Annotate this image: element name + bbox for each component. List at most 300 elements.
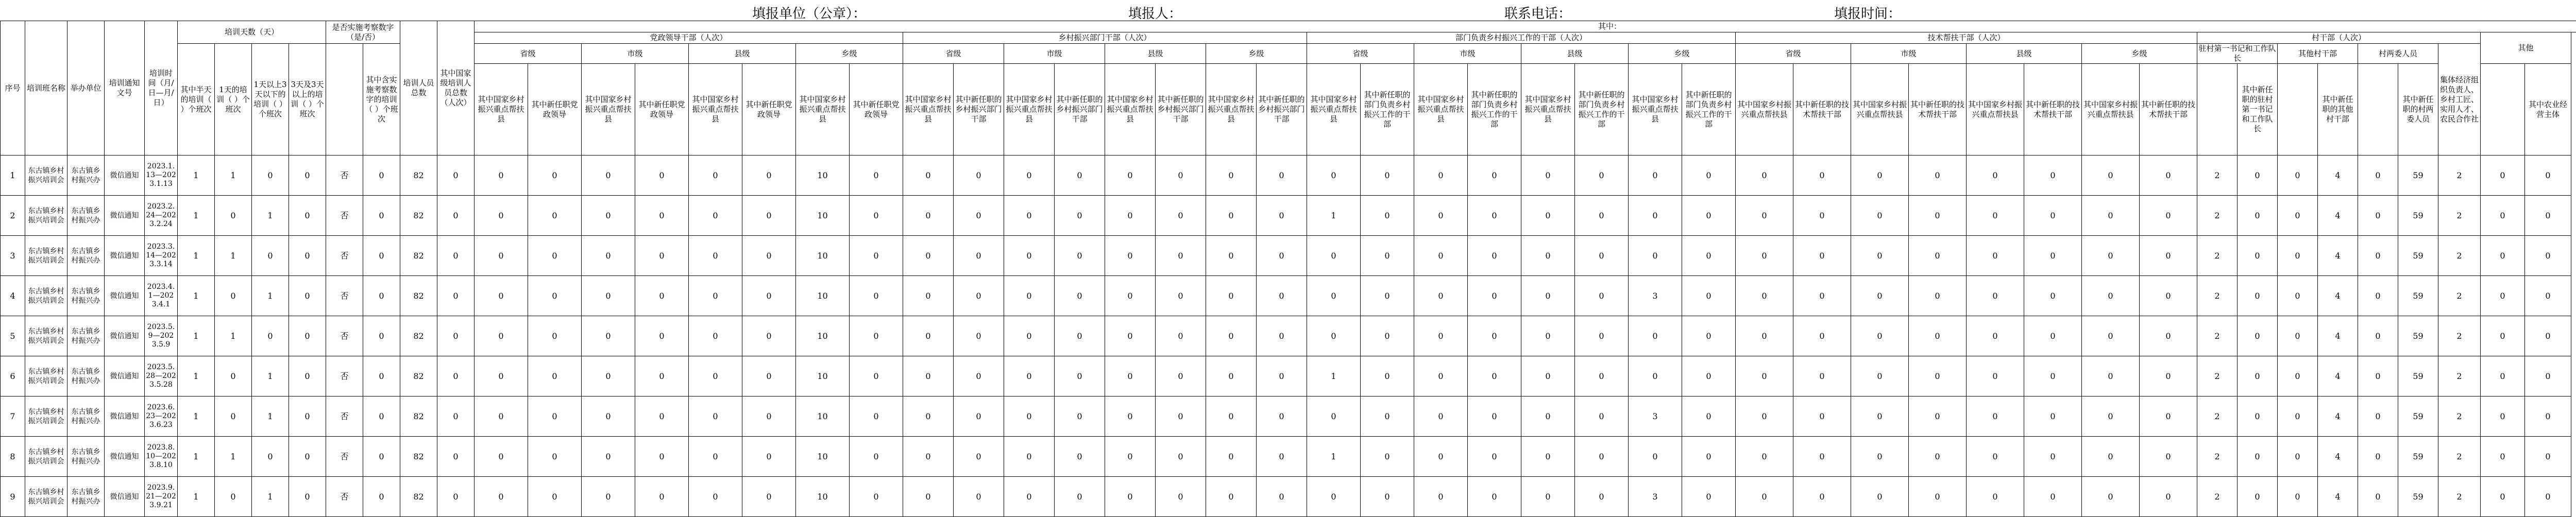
cell-village: 0	[2238, 156, 2278, 196]
cell-tech: 0	[1909, 316, 1967, 356]
cell-dept: 0	[1468, 477, 1521, 517]
cell-village: 0	[2238, 196, 2278, 236]
cell-village: 59	[2398, 156, 2438, 196]
cell-dept: 0	[1307, 397, 1361, 437]
cell-other: 0	[2525, 316, 2571, 356]
table-body	[1, 156, 2576, 517]
cell-training-time: 2023.4.1—2023.4.1	[145, 276, 178, 316]
cell-rural: 0	[954, 316, 1004, 356]
cell-training-name: 东古镇乡村振兴培训会	[25, 156, 67, 196]
cell-tech: 0	[1967, 276, 2024, 316]
hdr-sub: 其中新任职的部门负责乡村振兴工作的干部	[1361, 64, 1414, 156]
hdr-training-time: 培训时间（月/日—月/日）	[145, 21, 178, 156]
cell-total-persons: 82	[400, 156, 437, 196]
cell-party: 0	[850, 196, 903, 236]
cell-days: 0	[289, 477, 326, 517]
cell-days: 0	[289, 437, 326, 477]
cell-rural: 0	[954, 236, 1004, 276]
cell-dept: 0	[1682, 236, 1736, 276]
cell-tech: 0	[1736, 397, 1793, 437]
cell-days: 0	[215, 196, 252, 236]
cell-assess-count: 0	[363, 477, 400, 517]
cell-dept: 0	[1468, 356, 1521, 397]
cell-training-name: 东古镇乡村振兴培训会	[25, 316, 67, 356]
cell-tech: 0	[2024, 356, 2082, 397]
cell-dept: 0	[1629, 437, 1682, 477]
cell-host-unit: 东古镇乡村振兴办	[67, 397, 105, 437]
cell-dept: 0	[1521, 356, 1575, 397]
cell-host-unit: 东古镇乡村振兴办	[67, 196, 105, 236]
cell-dept: 0	[1521, 437, 1575, 477]
cell-tech: 0	[1736, 316, 1793, 356]
cell-days: 0	[215, 397, 252, 437]
cell-dept: 0	[1307, 276, 1361, 316]
cell-party: 0	[742, 477, 796, 517]
hdr-sub: 其中新任职的技术帮扶干部	[2024, 64, 2082, 156]
training-report-table	[0, 21, 2576, 517]
cell-days: 1	[252, 196, 289, 236]
cell-rural: 0	[1206, 196, 1257, 236]
cell-village: 2	[2197, 196, 2238, 236]
cell-village: 2	[2197, 316, 2238, 356]
cell-dept: 0	[1468, 397, 1521, 437]
hdr-sub: 其中国家乡村振兴重点帮扶县	[1967, 64, 2024, 156]
cell-dept: 0	[1629, 356, 1682, 397]
cell-rural: 0	[1055, 236, 1105, 276]
table-row	[1, 477, 2576, 517]
hdr-sub: 其中国家乡村振兴重点帮扶县	[796, 64, 850, 156]
hdr-vil-two-sub: 其中新任职的村两委人员	[2398, 64, 2438, 156]
cell-assess-flag: 否	[326, 356, 363, 397]
cell-party: 0	[850, 437, 903, 477]
cell-village: 59	[2398, 276, 2438, 316]
cell-rural: 0	[1257, 477, 1307, 517]
cell-tech: 0	[2140, 276, 2197, 316]
table-row	[1, 156, 2576, 196]
hdr-rural-provincial: 省级	[903, 44, 1004, 64]
cell-dept: 0	[1521, 316, 1575, 356]
cell-notice-no: 微信通知	[105, 316, 145, 356]
cell-dept: 0	[1361, 196, 1414, 236]
cell-party: 0	[474, 316, 528, 356]
table-row	[1, 397, 2576, 437]
form-header	[0, 0, 2576, 21]
cell-tech: 0	[1851, 236, 1909, 276]
cell-party: 0	[474, 477, 528, 517]
cell-party: 0	[689, 437, 742, 477]
cell-rural: 0	[903, 316, 954, 356]
cell-village: 59	[2398, 397, 2438, 437]
cell-assess-count: 0	[363, 236, 400, 276]
cell-rural: 0	[1004, 236, 1055, 276]
cell-rural: 0	[1055, 397, 1105, 437]
cell-tech: 0	[2082, 316, 2140, 356]
cell-village: 0	[2358, 276, 2398, 316]
hdr-days-one-three: 1天以上3天以下的培训（ ）个班次	[252, 44, 289, 156]
cell-days: 1	[178, 156, 215, 196]
cell-party: 0	[689, 276, 742, 316]
cell-notice-no: 微信通知	[105, 236, 145, 276]
cell-rural: 0	[954, 156, 1004, 196]
cell-host-unit: 东古镇乡村振兴办	[67, 276, 105, 316]
fill-phone-label: 联系电话：	[1504, 3, 1571, 22]
hdr-tech-provincial: 省级	[1736, 44, 1851, 64]
cell-collective: 2	[2438, 397, 2481, 437]
cell-other: 0	[2481, 196, 2525, 236]
hdr-sub: 其中新任职的部门负责乡村振兴工作的干部	[1468, 64, 1521, 156]
table-row	[1, 196, 2576, 236]
cell-days: 0	[289, 316, 326, 356]
cell-other: 0	[2525, 276, 2571, 316]
cell-rural: 0	[1156, 236, 1206, 276]
cell-notice-no: 微信通知	[105, 356, 145, 397]
cell-tech: 0	[1851, 316, 1909, 356]
cell-party: 0	[582, 356, 635, 397]
cell-dept: 0	[1361, 156, 1414, 196]
cell-rural: 0	[903, 437, 954, 477]
hdr-vil-first-total	[2197, 64, 2238, 156]
cell-rural: 0	[1004, 156, 1055, 196]
cell-party: 0	[689, 156, 742, 196]
cell-dept: 0	[1414, 316, 1468, 356]
hdr-vil-first-secretary: 驻村第一书记和工作队长	[2197, 44, 2278, 64]
cell-tech: 0	[2024, 276, 2082, 316]
cell-days: 0	[289, 356, 326, 397]
cell-rural: 0	[1004, 477, 1055, 517]
cell-days: 0	[289, 196, 326, 236]
cell-rural: 0	[903, 156, 954, 196]
cell-dept: 0	[1361, 236, 1414, 276]
cell-tech: 0	[1967, 196, 2024, 236]
cell-tech: 0	[1851, 196, 1909, 236]
hdr-sub: 其中新任职的技术帮扶干部	[1793, 64, 1851, 156]
cell-dept: 3	[1629, 477, 1682, 517]
cell-village: 0	[2238, 356, 2278, 397]
cell-party: 10	[796, 236, 850, 276]
cell-village: 0	[2358, 477, 2398, 517]
cell-tech: 0	[1851, 437, 1909, 477]
cell-rural: 0	[1055, 196, 1105, 236]
cell-village: 59	[2398, 316, 2438, 356]
cell-party: 0	[474, 276, 528, 316]
cell-village: 0	[2358, 437, 2398, 477]
cell-host-unit: 东古镇乡村振兴办	[67, 236, 105, 276]
cell-dept: 0	[1307, 316, 1361, 356]
cell-dept: 0	[1468, 156, 1521, 196]
cell-tech: 0	[1851, 397, 1909, 437]
cell-tech: 0	[1793, 397, 1851, 437]
cell-dept: 0	[1468, 276, 1521, 316]
cell-rural: 0	[903, 196, 954, 236]
cell-notice-no: 微信通知	[105, 196, 145, 236]
cell-other: 0	[2525, 356, 2571, 397]
cell-training-time: 2023.6.23—2023.6.23	[145, 397, 178, 437]
cell-days: 1	[215, 156, 252, 196]
cell-dept: 0	[1307, 477, 1361, 517]
cell-national-persons: 0	[437, 316, 474, 356]
cell-tech: 0	[1909, 196, 1967, 236]
cell-dept: 0	[1361, 437, 1414, 477]
cell-party: 0	[850, 236, 903, 276]
hdr-sub: 其中新任职的乡村振兴部门干部	[954, 64, 1004, 156]
cell-assess-flag: 否	[326, 437, 363, 477]
cell-total-persons: 82	[400, 397, 437, 437]
cell-dept: 0	[1468, 437, 1521, 477]
cell-rural: 0	[1257, 276, 1307, 316]
cell-rural: 0	[1004, 437, 1055, 477]
cell-rural: 0	[1004, 397, 1055, 437]
cell-training-time: 2023.1.13—2023.1.13	[145, 156, 178, 196]
cell-dept: 0	[1682, 276, 1736, 316]
hdr-sub: 其中国家乡村振兴重点帮扶县	[582, 64, 635, 156]
cell-village: 4	[2318, 276, 2358, 316]
cell-tech: 0	[1736, 276, 1793, 316]
cell-days: 1	[252, 356, 289, 397]
cell-tech: 0	[2140, 196, 2197, 236]
cell-rural: 0	[1105, 397, 1156, 437]
cell-party: 0	[850, 397, 903, 437]
cell-party: 0	[689, 316, 742, 356]
cell-rural: 0	[1105, 316, 1156, 356]
cell-rural: 0	[1004, 356, 1055, 397]
cell-days: 0	[215, 477, 252, 517]
cell-collective: 2	[2438, 156, 2481, 196]
cell-tech: 0	[1793, 236, 1851, 276]
cell-party: 0	[528, 356, 582, 397]
cell-tech: 0	[2082, 356, 2140, 397]
hdr-days-group: 培训天数（天）	[178, 21, 326, 44]
cell-rural: 0	[954, 356, 1004, 397]
cell-party: 0	[582, 316, 635, 356]
cell-party: 0	[689, 196, 742, 236]
cell-village: 4	[2318, 397, 2358, 437]
cell-village: 0	[2358, 156, 2398, 196]
hdr-dept-group: 部门负责乡村振兴工作的干部（人次）	[1307, 32, 1736, 44]
cell-assess-count: 0	[363, 397, 400, 437]
cell-dept: 0	[1575, 437, 1629, 477]
cell-rural: 0	[1004, 276, 1055, 316]
cell-rural: 0	[1055, 276, 1105, 316]
cell-host-unit: 东古镇乡村振兴办	[67, 437, 105, 477]
cell-party: 0	[582, 236, 635, 276]
cell-collective: 2	[2438, 196, 2481, 236]
cell-tech: 0	[1793, 276, 1851, 316]
cell-tech: 0	[1909, 356, 1967, 397]
cell-village: 0	[2358, 397, 2398, 437]
hdr-sub: 其中新任职的部门负责乡村振兴工作的干部	[1682, 64, 1736, 156]
cell-dept: 0	[1414, 196, 1468, 236]
cell-tech: 0	[1967, 356, 2024, 397]
cell-rural: 0	[1105, 236, 1156, 276]
cell-days: 0	[252, 236, 289, 276]
cell-seq: 7	[1, 397, 25, 437]
cell-training-time: 2023.2.24—2023.2.24	[145, 196, 178, 236]
cell-tech: 0	[2024, 156, 2082, 196]
cell-collective: 2	[2438, 236, 2481, 276]
cell-days: 1	[178, 196, 215, 236]
cell-national-persons: 0	[437, 356, 474, 397]
hdr-sub: 其中国家乡村振兴重点帮扶县	[1105, 64, 1156, 156]
cell-village: 59	[2398, 236, 2438, 276]
table-row	[1, 236, 2576, 276]
cell-tech: 0	[1736, 437, 1793, 477]
cell-notice-no: 微信通知	[105, 276, 145, 316]
cell-party: 0	[474, 397, 528, 437]
cell-total-persons: 82	[400, 316, 437, 356]
hdr-sub: 其中国家乡村振兴重点帮扶县	[1851, 64, 1909, 156]
cell-party: 0	[528, 196, 582, 236]
cell-party: 0	[689, 356, 742, 397]
cell-rural: 0	[1004, 316, 1055, 356]
cell-days: 0	[289, 397, 326, 437]
hdr-sub: 其中国家乡村振兴重点帮扶县	[1736, 64, 1793, 156]
cell-other: 0	[2481, 236, 2525, 276]
cell-tech: 0	[1851, 276, 1909, 316]
cell-tech: 0	[2082, 437, 2140, 477]
cell-dept: 0	[1682, 196, 1736, 236]
cell-rural: 0	[1156, 356, 1206, 397]
hdr-vil-first-sub: 其中新任职的驻村第一书记和工作队长	[2238, 64, 2278, 156]
cell-assess-flag: 否	[326, 276, 363, 316]
cell-dept: 0	[1575, 196, 1629, 236]
cell-tech: 0	[2140, 356, 2197, 397]
cell-party: 0	[635, 356, 689, 397]
hdr-party-group: 党政领导干部（人次）	[474, 32, 903, 44]
cell-party: 10	[796, 356, 850, 397]
cell-dept: 0	[1468, 316, 1521, 356]
hdr-party-provincial: 省级	[474, 44, 582, 64]
cell-dept: 0	[1575, 356, 1629, 397]
hdr-training-name: 培训班名称	[25, 21, 67, 156]
cell-village: 0	[2238, 477, 2278, 517]
cell-village: 4	[2318, 156, 2358, 196]
cell-dept: 0	[1361, 397, 1414, 437]
cell-village: 4	[2318, 196, 2358, 236]
cell-dept: 0	[1414, 397, 1468, 437]
cell-party: 0	[635, 397, 689, 437]
cell-dept: 0	[1682, 397, 1736, 437]
cell-village: 0	[2278, 276, 2318, 316]
hdr-dept-city: 市级	[1414, 44, 1521, 64]
cell-other: 0	[2481, 156, 2525, 196]
cell-village: 2	[2197, 236, 2238, 276]
cell-party: 0	[635, 437, 689, 477]
cell-party: 10	[796, 477, 850, 517]
cell-rural: 0	[1206, 156, 1257, 196]
cell-training-name: 东古镇乡村振兴培训会	[25, 477, 67, 517]
table-row	[1, 437, 2576, 477]
cell-village: 0	[2278, 477, 2318, 517]
cell-dept: 0	[1414, 437, 1468, 477]
fill-unit-label: 填报单位（公章）：	[752, 3, 866, 22]
hdr-sub: 其中国家乡村振兴重点帮扶县	[2082, 64, 2140, 156]
cell-village: 4	[2318, 477, 2358, 517]
cell-tech: 0	[1909, 477, 1967, 517]
cell-dept: 3	[1629, 276, 1682, 316]
cell-assess-count: 0	[363, 156, 400, 196]
cell-rural: 0	[1206, 236, 1257, 276]
cell-party: 10	[796, 156, 850, 196]
cell-village: 4	[2318, 437, 2358, 477]
hdr-sub: 其中新任职的乡村振兴部门干部	[1156, 64, 1206, 156]
cell-tech: 0	[2140, 236, 2197, 276]
cell-tech: 0	[1909, 236, 1967, 276]
cell-party: 0	[850, 356, 903, 397]
cell-rural: 0	[954, 196, 1004, 236]
cell-party: 0	[474, 437, 528, 477]
hdr-rural-county: 县级	[1105, 44, 1206, 64]
cell-days: 0	[289, 236, 326, 276]
hdr-national-persons: 其中国家级培训人员总数（人次）	[437, 21, 474, 156]
cell-training-time: 2023.9.21—2023.9.21	[145, 477, 178, 517]
cell-rural: 0	[1105, 437, 1156, 477]
cell-assess-count: 0	[363, 196, 400, 236]
cell-rural: 0	[1206, 477, 1257, 517]
hdr-dept-county: 县级	[1521, 44, 1629, 64]
cell-tech: 0	[2024, 236, 2082, 276]
cell-dept: 0	[1307, 156, 1361, 196]
cell-dept: 0	[1521, 196, 1575, 236]
cell-village: 2	[2197, 156, 2238, 196]
cell-rural: 0	[1206, 316, 1257, 356]
hdr-village-group: 村干部（人次）	[2197, 32, 2481, 44]
cell-tech: 0	[1909, 276, 1967, 316]
cell-party: 0	[635, 236, 689, 276]
hdr-other-sub: 其中农业经营主体	[2525, 64, 2571, 156]
cell-party: 0	[742, 236, 796, 276]
cell-assess-flag: 否	[326, 397, 363, 437]
cell-notice-no: 微信通知	[105, 437, 145, 477]
cell-total-persons: 82	[400, 276, 437, 316]
cell-seq: 6	[1, 356, 25, 397]
cell-training-time: 2023.8.10—2023.8.10	[145, 437, 178, 477]
cell-party: 0	[582, 397, 635, 437]
cell-tech: 0	[1851, 356, 1909, 397]
cell-dept: 0	[1575, 477, 1629, 517]
cell-party: 0	[850, 156, 903, 196]
cell-rural: 0	[1055, 156, 1105, 196]
cell-party: 0	[635, 196, 689, 236]
cell-party: 0	[850, 276, 903, 316]
cell-dept: 0	[1521, 156, 1575, 196]
cell-party: 0	[474, 236, 528, 276]
cell-party: 0	[742, 437, 796, 477]
cell-party: 0	[689, 236, 742, 276]
hdr-sub: 其中新任职党政领导	[635, 64, 689, 156]
cell-days: 0	[289, 156, 326, 196]
cell-tech: 0	[1793, 356, 1851, 397]
cell-dept: 1	[1307, 437, 1361, 477]
cell-tech: 0	[1967, 477, 2024, 517]
hdr-notice-no: 培训通知文号	[105, 21, 145, 156]
cell-dept: 0	[1682, 477, 1736, 517]
cell-rural: 0	[954, 276, 1004, 316]
cell-tech: 0	[1793, 156, 1851, 196]
cell-tech: 0	[2140, 316, 2197, 356]
hdr-collective: 集体经济组织负责人、乡村工匠、实用人才、农民合作社	[2438, 44, 2481, 156]
cell-village: 0	[2358, 196, 2398, 236]
cell-party: 10	[796, 437, 850, 477]
hdr-rural-town: 乡级	[1206, 44, 1307, 64]
cell-rural: 0	[1055, 477, 1105, 517]
cell-tech: 0	[2024, 437, 2082, 477]
hdr-vil-other-cadres: 其他村干部	[2278, 44, 2358, 64]
cell-rural: 0	[1257, 397, 1307, 437]
cell-assess-flag: 否	[326, 477, 363, 517]
hdr-sub: 其中国家乡村振兴重点帮扶县	[1629, 64, 1682, 156]
cell-rural: 0	[1156, 477, 1206, 517]
cell-training-name: 东古镇乡村振兴培训会	[25, 196, 67, 236]
